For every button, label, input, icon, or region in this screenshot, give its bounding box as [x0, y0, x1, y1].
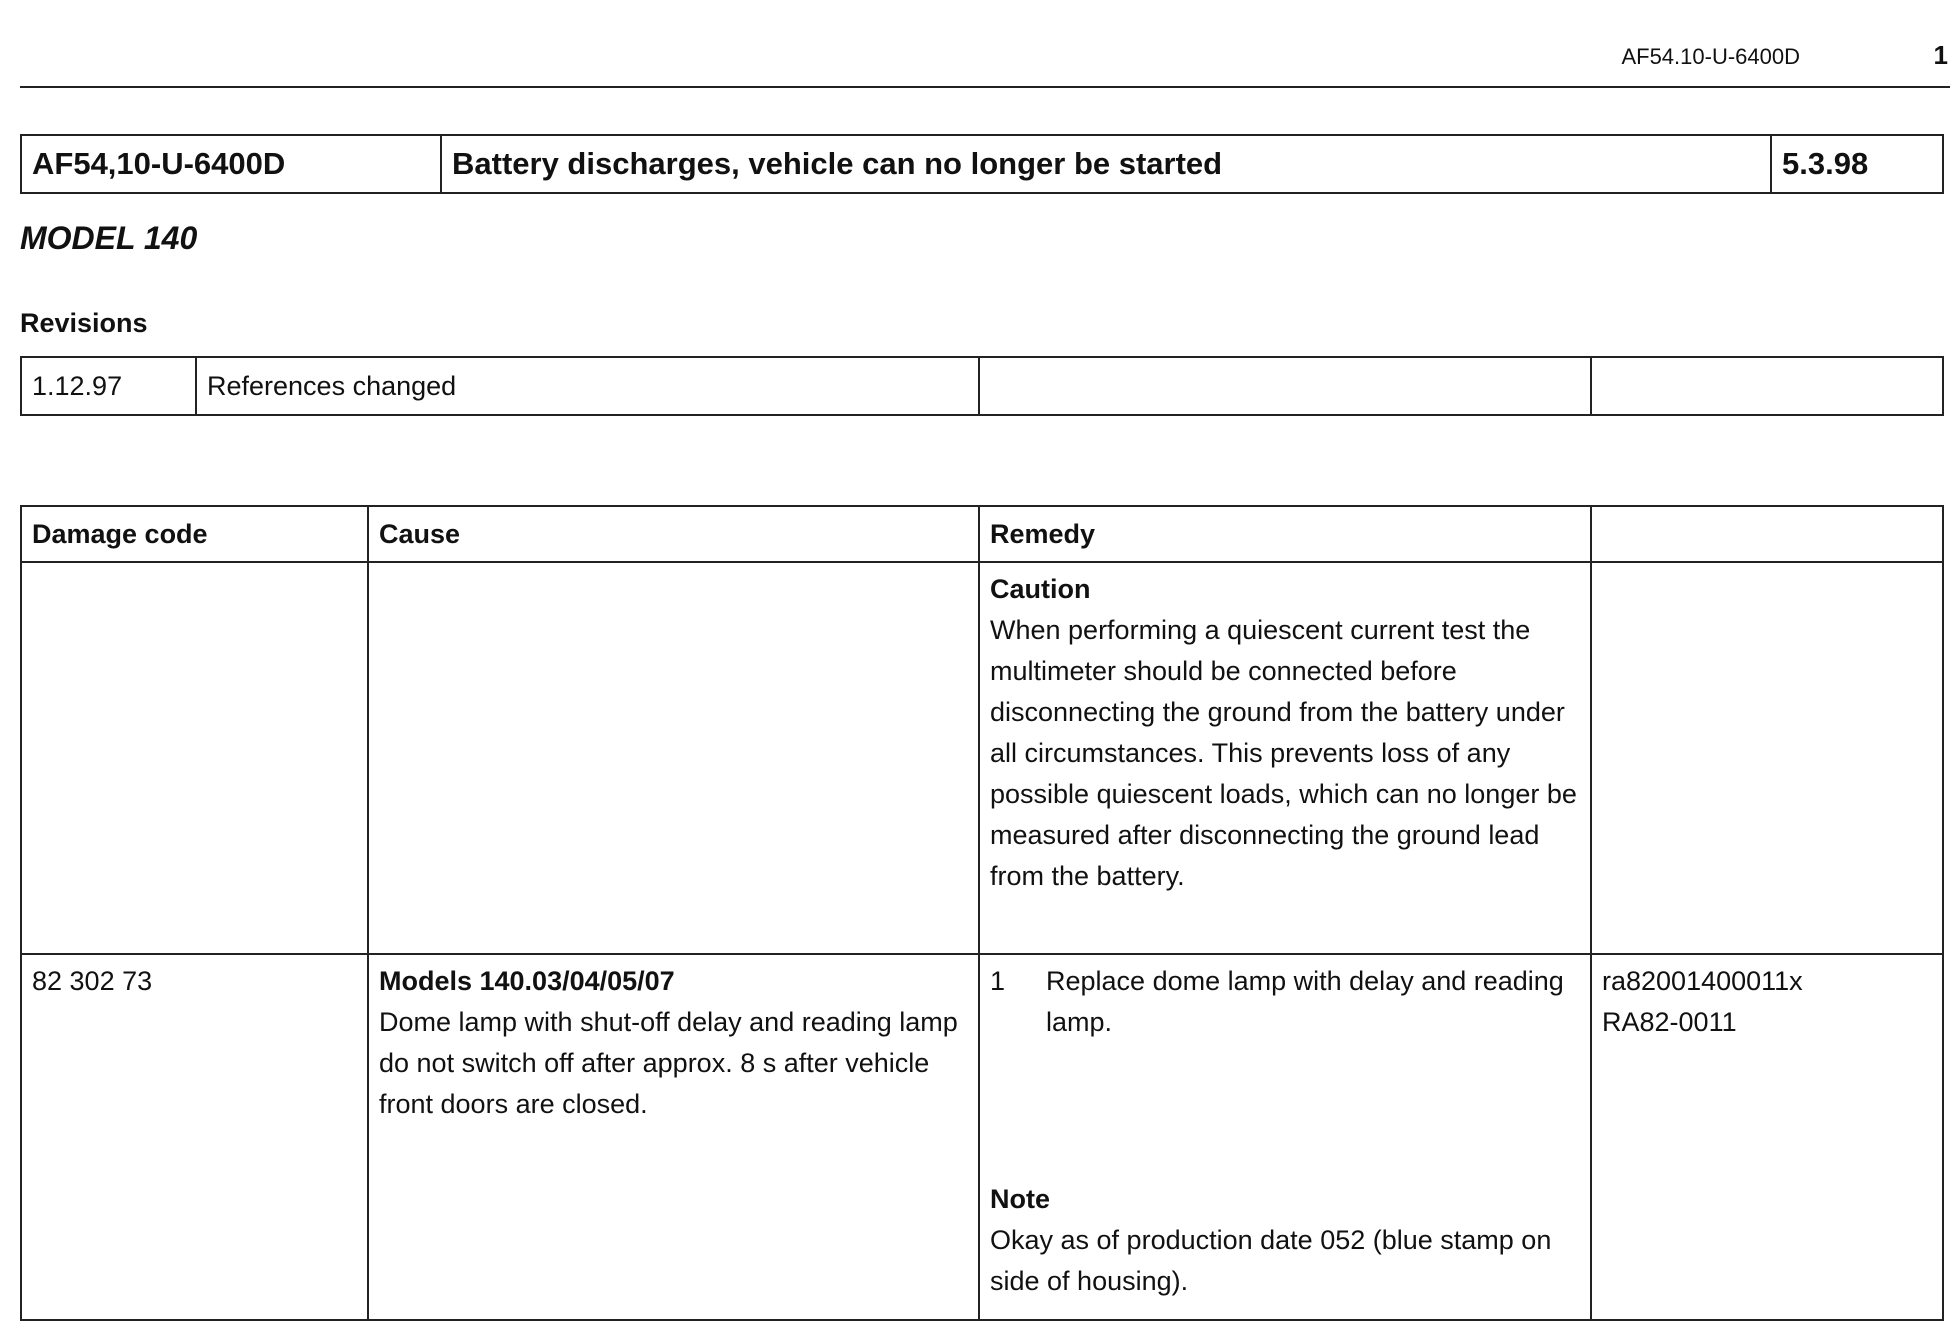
note-heading: Note [990, 1184, 1050, 1214]
empty-cell [368, 562, 979, 954]
reference-cell [1591, 954, 1943, 1320]
header-damage-code: Damage code [21, 506, 368, 562]
revisions-table [20, 356, 1944, 416]
header-reference [1591, 506, 1943, 562]
title-bar [20, 134, 1944, 194]
empty-cell [1591, 562, 1943, 954]
damage-code: 82 302 73 [21, 954, 368, 1320]
remedy-step [990, 961, 1580, 1043]
note-block [990, 1179, 1580, 1302]
table-row [21, 954, 1943, 1320]
revision-text: References changed [196, 357, 979, 415]
page-header [20, 28, 1950, 88]
header-doc-id: AF54.10-U-6400D [1621, 44, 1800, 69]
document-date: 5.3.98 [1771, 135, 1943, 193]
revisions-label: Revisions [20, 308, 148, 338]
caution-heading: Caution [990, 574, 1091, 604]
header-remedy: Remedy [979, 506, 1591, 562]
step-text: Replace dome lamp with delay and reading lamp. [1046, 966, 1564, 1037]
document-code: AF54,10-U-6400D [21, 135, 441, 193]
caution-cell [979, 562, 1591, 954]
revision-date: 1.12.97 [21, 357, 196, 415]
table-row-caution [21, 562, 1943, 954]
table-header-row [21, 506, 1943, 562]
empty-cell [21, 562, 368, 954]
remedy-cell [979, 954, 1591, 1320]
cause-text: Dome lamp with shut-off delay and reading lamp do not switch off after approx. 8 s after vehicle front doors are closed. [379, 1007, 958, 1119]
note-text: Okay as of production date 052 (blue stamp on side of housing). [990, 1225, 1552, 1296]
damage-table [20, 505, 1944, 1321]
model-heading: MODEL 140 [20, 220, 198, 256]
revision-empty-cell [979, 357, 1591, 415]
reference-code: ra82001400011x [1602, 966, 1803, 996]
step-number: 1 [990, 966, 1006, 996]
page-number: 1 [1933, 40, 1948, 70]
caution-text: When performing a quiescent current test the multimeter should be connected before disconnecting the ground from the battery under all circumstances. This prevents loss of any possible quiescent loads, which can no longer be measured after disconnecting the ground lead from the battery. [990, 615, 1577, 891]
cause-cell [368, 954, 979, 1320]
revision-empty-cell [1591, 357, 1943, 415]
document-title: Battery discharges, vehicle can no longer be started [441, 135, 1771, 193]
header-cause: Cause [368, 506, 979, 562]
cause-heading: Models 140.03/04/05/07 [379, 966, 675, 996]
reference-code: RA82-0011 [1602, 1007, 1737, 1037]
